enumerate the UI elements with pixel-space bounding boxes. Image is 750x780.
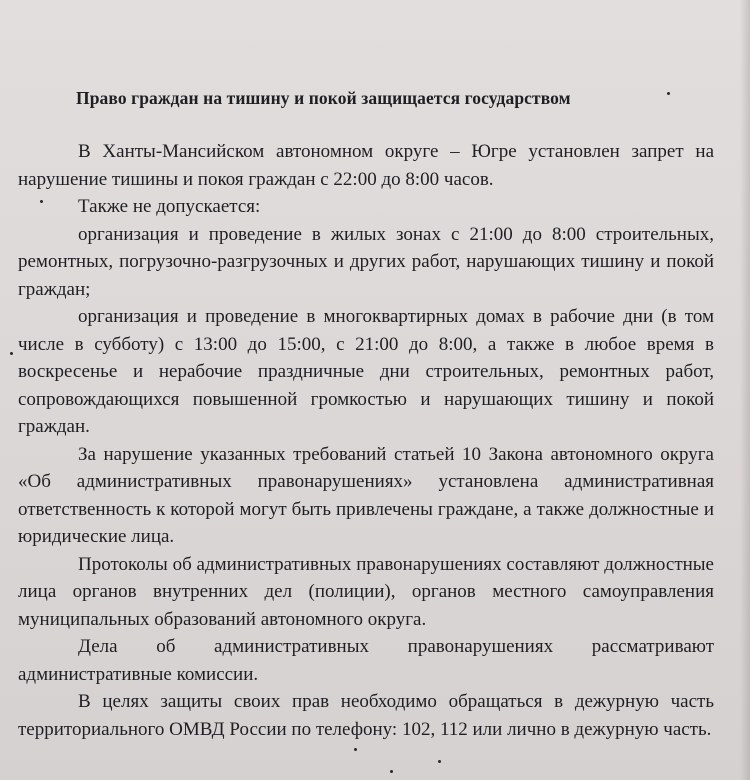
paper-speck xyxy=(10,352,13,355)
paragraph-contact: В целях защиты своих прав необходимо обращаться в дежурную часть территориального ОМВД России по телефону: 102, 112 или лично в дежурную часть. xyxy=(18,691,714,740)
document-title: Право граждан на тишину и покой защищается государством xyxy=(76,88,571,108)
paper-speck xyxy=(438,760,441,763)
paragraph-commissions: Дела об административных правонарушениях рассматривают административные комиссии. xyxy=(18,636,714,685)
paragraph-also-prohibited: Также не допускается: xyxy=(78,196,261,217)
paragraph-apartment-buildings: организация и проведение в многоквартирных домах в рабочие дни (в том числе в субботу) с 13:00 до 15:00, с 21:00 до 8:00, а также в любое время в воскресенье и нерабочие праздничные дни строительных, ремонтных работ, сопровождающихся повышенной громкостью и нарушающих тишину и покой граждан. xyxy=(18,306,714,437)
document-body xyxy=(18,138,714,743)
paper-speck xyxy=(354,748,357,751)
page-edge-shadow xyxy=(740,0,750,780)
paragraph-liability: За нарушение указанных требований статьей 10 Закона автономного округа «Об административных правонарушениях» установлена административная ответственность к которой могут быть привлечены граждане, а также должностные и юридические лица. xyxy=(18,443,714,547)
paragraph-ban: В Ханты-Мансийском автономном округе – Югре установлен запрет на нарушение тишины и покоя граждан с 22:00 до 8:00 часов. xyxy=(18,141,714,190)
paper-speck xyxy=(390,770,393,773)
paragraph-protocols: Протоколы об административных правонарушениях составляют должностные лица органов внутренних дел (полиции), органов местного самоуправления муниципальных образований автономного округа. xyxy=(18,553,714,630)
paper-speck xyxy=(40,200,43,203)
paragraph-residential-zones: организация и проведение в жилых зонах с 21:00 до 8:00 строительных, ремонтных, погрузочно-разгрузочных и других работ, нарушающих тишину и покой граждан; xyxy=(18,223,714,300)
paper-speck xyxy=(667,92,670,95)
